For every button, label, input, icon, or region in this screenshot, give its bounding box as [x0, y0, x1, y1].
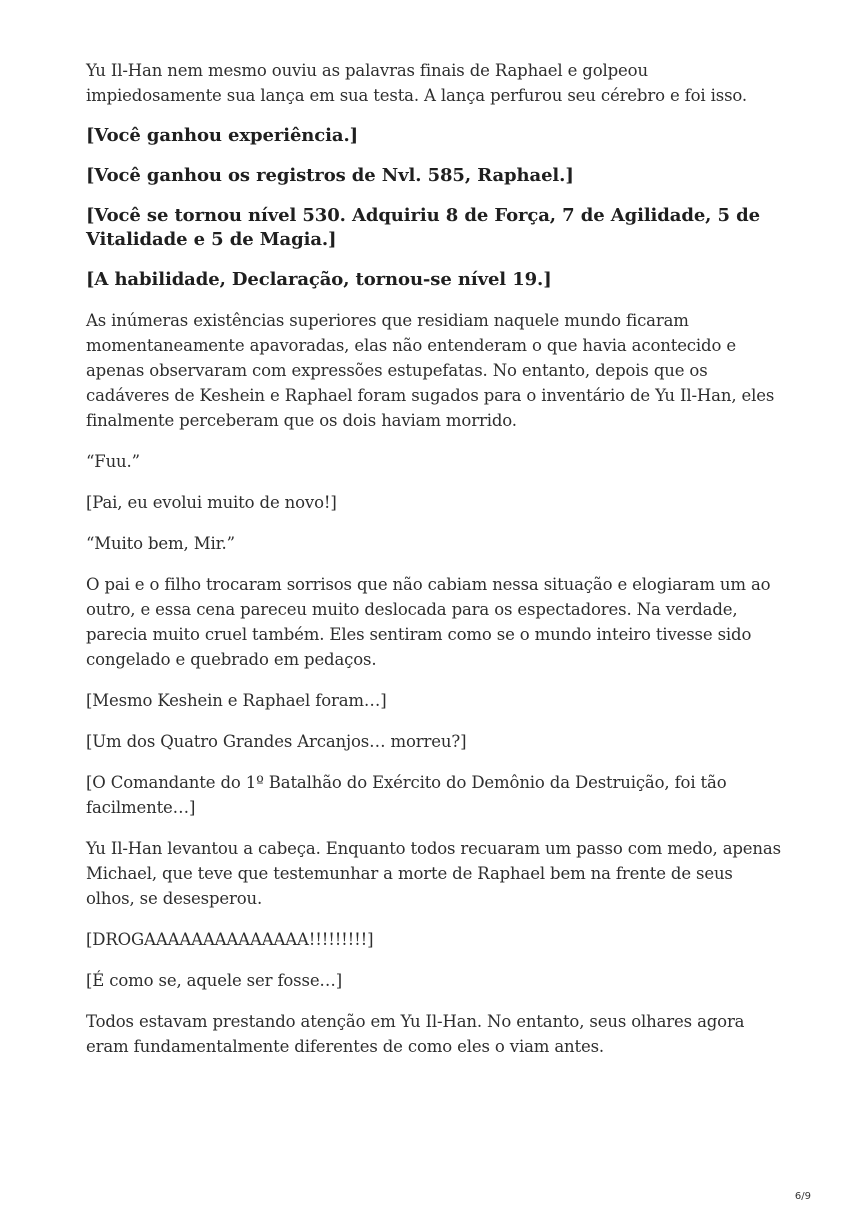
dialogue-line: [Um dos Quatro Grandes Arcanjos… morreu?] [86, 732, 467, 751]
system-message: [Você se tornou nível 530. Adquiriu 8 de Força, 7 de Agilidade, 5 de Vitalidade e 5 de Magia.] [86, 205, 760, 250]
page-number: 6/9 [794, 1191, 811, 1202]
system-message: [A habilidade, Declaração, tornou-se nível 19.] [86, 269, 552, 290]
dialogue-line: “Muito bem, Mir.” [86, 534, 235, 553]
paragraph: Yu Il-Han levantou a cabeça. Enquanto todos recuaram um passo com medo, apenas Michael, que teve que testemunhar a morte de Raphael bem na frente de seus olhos, se desesperou. [86, 839, 781, 908]
dialogue-line: “Fuu.” [86, 452, 140, 471]
paragraph: As inúmeras existências superiores que residiam naquele mundo ficaram momentaneamente apavoradas, elas não entenderam o que havia acontecido e apenas observaram com expressões estupefatas. No entanto, depois que os cadáveres de Keshein e Raphael foram sugados para o inventário de Yu Il-Han, eles finalmente perceberam que os dois haviam morrido. [86, 311, 775, 430]
paragraph: O pai e o filho trocaram sorrisos que não cabiam nessa situação e elogiaram um ao outro, e essa cena pareceu muito deslocada para os espectadores. Na verdade, parecia muito cruel também. Eles sentiram como se o mundo inteiro tivesse sido congelado e quebrado em pedaços. [86, 575, 771, 669]
dialogue-line: [Mesmo Keshein e Raphael foram…] [86, 691, 387, 710]
paragraph: Yu Il-Han nem mesmo ouviu as palavras finais de Raphael e golpeou impiedosamente sua lança em sua testa. A lança perfurou seu cérebro e foi isso. [86, 61, 747, 105]
document-page [86, 58, 786, 1075]
dialogue-line: [Pai, eu evolui muito de novo!] [86, 493, 337, 512]
system-message: [Você ganhou experiência.] [86, 125, 359, 146]
dialogue-line: [DROGAAAAAAAAAAAAAA!!!!!!!!!] [86, 930, 374, 949]
paragraph: Todos estavam prestando atenção em Yu Il-Han. No entanto, seus olhares agora eram fundamentalmente diferentes de como eles o viam antes. [86, 1012, 745, 1056]
system-message: [Você ganhou os registros de Nvl. 585, Raphael.] [86, 165, 574, 186]
dialogue-line: [É como se, aquele ser fosse…] [86, 971, 343, 990]
dialogue-line: [O Comandante do 1º Batalhão do Exército do Demônio da Destruição, foi tão facilmente…] [86, 773, 727, 817]
